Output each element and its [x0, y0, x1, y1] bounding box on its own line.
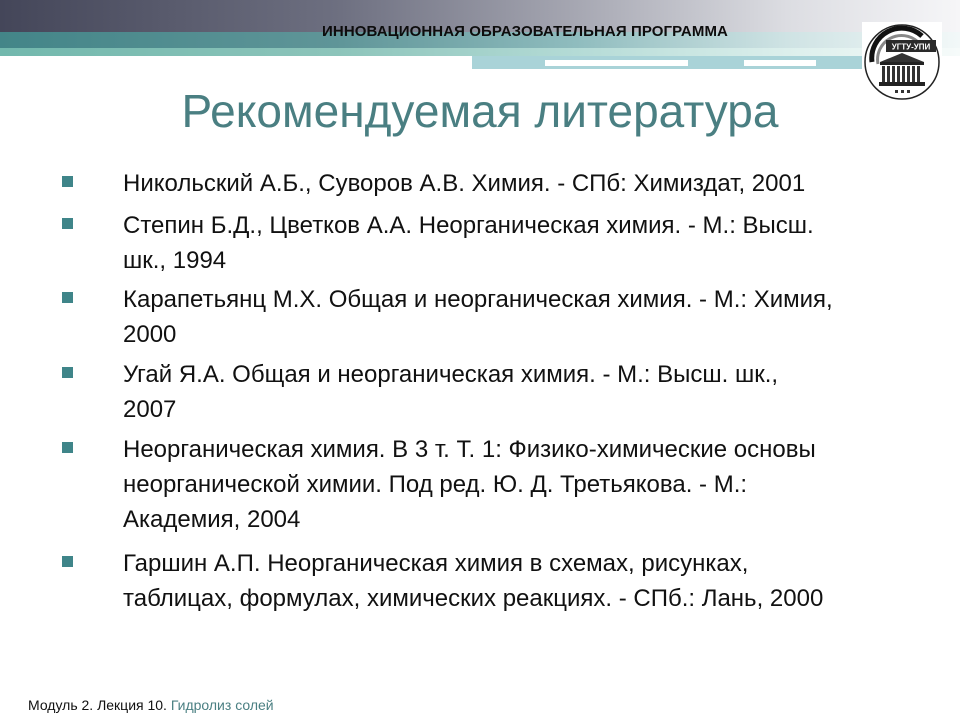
reference-line: Карапетьянц М.Х. Общая и неорганическая химия. - М.: Химия, — [123, 286, 833, 313]
reference-line: шк., 1994 — [123, 247, 227, 274]
square-bullet-icon — [62, 176, 73, 187]
header-strip-highlight — [545, 60, 688, 66]
reference-line: неорганической химии. Под ред. Ю. Д. Третьякова. - М.: — [123, 471, 748, 498]
reference-text — [123, 432, 923, 537]
square-bullet-icon — [62, 292, 73, 303]
reference-line: Неорганическая химия. В 3 т. Т. 1: Физико-химические основы — [123, 436, 816, 463]
reference-line: Академия, 2004 — [123, 506, 301, 533]
square-bullet-icon — [62, 442, 73, 453]
reference-line: Никольский А.Б., Суворов А.В. Химия. - СПб: Химиздат, 2001 — [123, 170, 806, 197]
logo-text: УГТУ-УПИ — [891, 42, 931, 52]
reference-line: таблицах, формулах, химических реакциях. - СПб.: Лань, 2000 — [123, 585, 824, 612]
program-title: ИННОВАЦИОННАЯ ОБРАЗОВАТЕЛЬНАЯ ПРОГРАММА — [322, 23, 728, 40]
reference-line: Степин Б.Д., Цветков А.А. Неорганическая химия. - М.: Высш. — [123, 212, 814, 239]
reference-line: Угай Я.А. Общая и неорганическая химия. - М.: Высш. шк., — [123, 361, 779, 388]
reference-text — [123, 166, 923, 201]
square-bullet-icon — [62, 218, 73, 229]
square-bullet-icon — [62, 556, 73, 567]
reference-line: Гаршин А.П. Неорганическая химия в схемах, рисунках, — [123, 550, 749, 577]
footer-module-lecture: Модуль 2. Лекция 10. — [28, 697, 167, 713]
square-bullet-icon — [62, 367, 73, 378]
slide-title — [0, 84, 960, 138]
header-strip-highlight — [744, 60, 816, 66]
reference-line: 2000 — [123, 321, 177, 348]
footer-topic: Гидролиз солей — [170, 697, 274, 713]
header-light-bar — [0, 48, 960, 56]
slide-footer — [28, 697, 274, 713]
reference-text — [123, 357, 923, 427]
reference-line: 2007 — [123, 396, 177, 423]
reference-text — [123, 208, 923, 278]
reference-text — [123, 546, 923, 616]
reference-text — [123, 282, 923, 352]
slide-title-text: Рекомендуемая литература — [181, 85, 779, 137]
